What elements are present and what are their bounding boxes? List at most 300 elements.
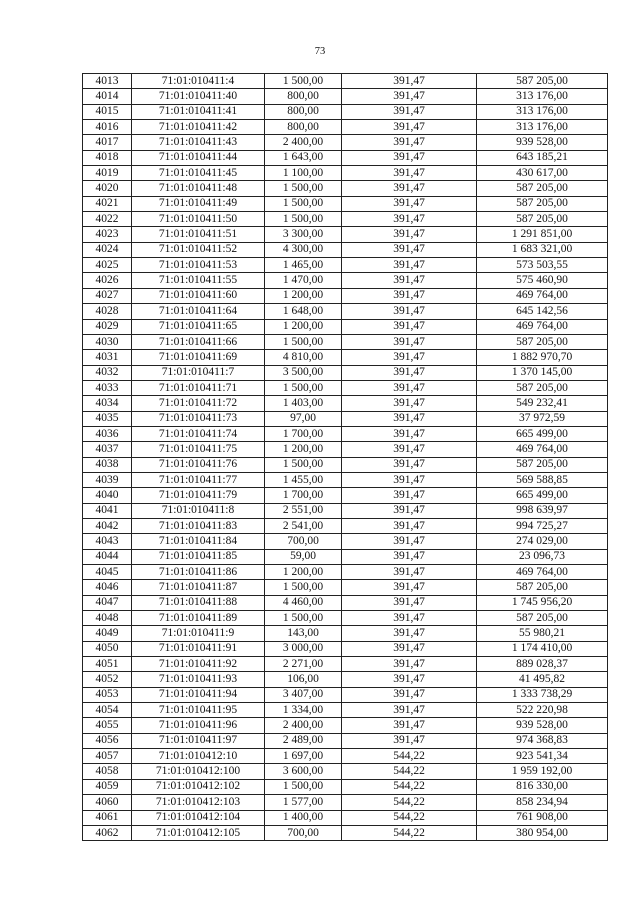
cadastral-value-cell: 761 908,00 xyxy=(477,810,608,825)
specific-value-cell: 391,47 xyxy=(342,472,477,487)
specific-value-cell: 391,47 xyxy=(342,150,477,165)
land-area-cell: 1 200,00 xyxy=(265,565,342,580)
table-row xyxy=(83,350,608,365)
row-number-cell: 4046 xyxy=(83,580,132,595)
row-number-cell: 4033 xyxy=(83,380,132,395)
specific-value-cell: 391,47 xyxy=(342,411,477,426)
cadastral-number-cell: 71:01:010411:87 xyxy=(132,580,265,595)
row-number-cell: 4023 xyxy=(83,227,132,242)
row-number-cell: 4061 xyxy=(83,810,132,825)
land-area-cell: 800,00 xyxy=(265,104,342,119)
specific-value-cell: 391,47 xyxy=(342,166,477,181)
cadastral-value-cell: 55 980,21 xyxy=(477,626,608,641)
row-number-cell: 4055 xyxy=(83,718,132,733)
table-row xyxy=(83,242,608,257)
specific-value-cell: 391,47 xyxy=(342,104,477,119)
row-number-cell: 4059 xyxy=(83,779,132,794)
specific-value-cell: 391,47 xyxy=(342,288,477,303)
table-row xyxy=(83,196,608,211)
cadastral-number-cell: 71:01:010411:69 xyxy=(132,350,265,365)
specific-value-cell: 391,47 xyxy=(342,595,477,610)
specific-value-cell: 391,47 xyxy=(342,641,477,656)
land-area-cell: 1 400,00 xyxy=(265,810,342,825)
table-row xyxy=(83,687,608,702)
specific-value-cell: 391,47 xyxy=(342,718,477,733)
cadastral-number-cell: 71:01:010411:85 xyxy=(132,549,265,564)
specific-value-cell: 391,47 xyxy=(342,242,477,257)
table-row xyxy=(83,518,608,533)
cadastral-value-cell: 587 205,00 xyxy=(477,580,608,595)
land-area-cell: 1 697,00 xyxy=(265,749,342,764)
land-area-cell: 1 648,00 xyxy=(265,304,342,319)
cadastral-value-cell: 1 683 321,00 xyxy=(477,242,608,257)
table-row xyxy=(83,319,608,334)
row-number-cell: 4045 xyxy=(83,565,132,580)
specific-value-cell: 391,47 xyxy=(342,135,477,150)
specific-value-cell: 391,47 xyxy=(342,672,477,687)
row-number-cell: 4053 xyxy=(83,687,132,702)
table-row xyxy=(83,89,608,104)
land-area-cell: 2 271,00 xyxy=(265,657,342,672)
cadastral-value-cell: 575 460,90 xyxy=(477,273,608,288)
land-area-cell: 106,00 xyxy=(265,672,342,687)
table-row xyxy=(83,150,608,165)
specific-value-cell: 391,47 xyxy=(342,365,477,380)
land-area-cell: 1 100,00 xyxy=(265,166,342,181)
cadastral-number-cell: 71:01:010411:64 xyxy=(132,304,265,319)
land-area-cell: 143,00 xyxy=(265,626,342,641)
cadastral-value-cell: 41 495,82 xyxy=(477,672,608,687)
land-area-cell: 2 400,00 xyxy=(265,135,342,150)
cadastral-value-cell: 380 954,00 xyxy=(477,825,608,840)
cadastral-value-cell: 1 959 192,00 xyxy=(477,764,608,779)
land-area-cell: 1 500,00 xyxy=(265,457,342,472)
table-row xyxy=(83,733,608,748)
row-number-cell: 4054 xyxy=(83,703,132,718)
cadastral-value-cell: 549 232,41 xyxy=(477,396,608,411)
row-number-cell: 4056 xyxy=(83,733,132,748)
row-number-cell: 4018 xyxy=(83,150,132,165)
specific-value-cell: 544,22 xyxy=(342,764,477,779)
specific-value-cell: 391,47 xyxy=(342,442,477,457)
cadastral-value-cell: 313 176,00 xyxy=(477,89,608,104)
row-number-cell: 4015 xyxy=(83,104,132,119)
row-number-cell: 4034 xyxy=(83,396,132,411)
cadastral-number-cell: 71:01:010411:42 xyxy=(132,120,265,135)
row-number-cell: 4052 xyxy=(83,672,132,687)
cadastral-value-cell: 587 205,00 xyxy=(477,196,608,211)
land-area-cell: 1 500,00 xyxy=(265,380,342,395)
row-number-cell: 4041 xyxy=(83,503,132,518)
specific-value-cell: 391,47 xyxy=(342,304,477,319)
cadastral-value-cell: 430 617,00 xyxy=(477,166,608,181)
land-area-cell: 1 500,00 xyxy=(265,580,342,595)
table-row xyxy=(83,457,608,472)
cadastral-value-cell: 889 028,37 xyxy=(477,657,608,672)
specific-value-cell: 391,47 xyxy=(342,273,477,288)
cadastral-number-cell: 71:01:010411:41 xyxy=(132,104,265,119)
table-row xyxy=(83,549,608,564)
cadastral-number-cell: 71:01:010411:60 xyxy=(132,288,265,303)
specific-value-cell: 391,47 xyxy=(342,120,477,135)
cadastral-number-cell: 71:01:010412:105 xyxy=(132,825,265,840)
specific-value-cell: 391,47 xyxy=(342,227,477,242)
cadastral-number-cell: 71:01:010412:100 xyxy=(132,764,265,779)
land-area-cell: 1 334,00 xyxy=(265,703,342,718)
cadastral-value-cell: 469 764,00 xyxy=(477,319,608,334)
row-number-cell: 4042 xyxy=(83,518,132,533)
cadastral-number-cell: 71:01:010411:72 xyxy=(132,396,265,411)
specific-value-cell: 391,47 xyxy=(342,534,477,549)
land-area-cell: 1 500,00 xyxy=(265,611,342,626)
row-number-cell: 4032 xyxy=(83,365,132,380)
table-row xyxy=(83,641,608,656)
table-row xyxy=(83,288,608,303)
row-number-cell: 4049 xyxy=(83,626,132,641)
cadastral-number-cell: 71:01:010411:89 xyxy=(132,611,265,626)
cadastral-number-cell: 71:01:010412:103 xyxy=(132,795,265,810)
cadastral-number-cell: 71:01:010411:86 xyxy=(132,565,265,580)
cadastral-number-cell: 71:01:010411:48 xyxy=(132,181,265,196)
table-row xyxy=(83,472,608,487)
specific-value-cell: 391,47 xyxy=(342,212,477,227)
table-row xyxy=(83,565,608,580)
specific-value-cell: 391,47 xyxy=(342,703,477,718)
cadastral-number-cell: 71:01:010411:52 xyxy=(132,242,265,257)
table-row xyxy=(83,488,608,503)
cadastral-number-cell: 71:01:010411:94 xyxy=(132,687,265,702)
cadastral-number-cell: 71:01:010411:73 xyxy=(132,411,265,426)
cadastral-number-cell: 71:01:010411:76 xyxy=(132,457,265,472)
land-area-cell: 1 455,00 xyxy=(265,472,342,487)
specific-value-cell: 544,22 xyxy=(342,825,477,840)
row-number-cell: 4022 xyxy=(83,212,132,227)
cadastral-number-cell: 71:01:010411:92 xyxy=(132,657,265,672)
land-area-cell: 4 810,00 xyxy=(265,350,342,365)
cadastral-value-cell: 645 142,56 xyxy=(477,304,608,319)
specific-value-cell: 544,22 xyxy=(342,749,477,764)
specific-value-cell: 391,47 xyxy=(342,626,477,641)
land-area-cell: 2 489,00 xyxy=(265,733,342,748)
cadastral-number-cell: 71:01:010411:53 xyxy=(132,258,265,273)
row-number-cell: 4038 xyxy=(83,457,132,472)
land-area-cell: 700,00 xyxy=(265,825,342,840)
table-row xyxy=(83,595,608,610)
cadastral-value-cell: 587 205,00 xyxy=(477,74,608,89)
cadastral-value-cell: 23 096,73 xyxy=(477,549,608,564)
cadastral-number-cell: 71:01:010411:74 xyxy=(132,426,265,441)
table-row xyxy=(83,181,608,196)
land-area-cell: 1 500,00 xyxy=(265,779,342,794)
cadastral-number-cell: 71:01:010411:66 xyxy=(132,334,265,349)
page-number: 73 xyxy=(314,46,326,57)
land-area-cell: 1 700,00 xyxy=(265,426,342,441)
table-row xyxy=(83,825,608,840)
row-number-cell: 4021 xyxy=(83,196,132,211)
table-row xyxy=(83,334,608,349)
cadastral-value-cell: 665 499,00 xyxy=(477,488,608,503)
cadastral-value-table xyxy=(82,73,608,841)
cadastral-value-cell: 1 882 970,70 xyxy=(477,350,608,365)
cadastral-number-cell: 71:01:010411:55 xyxy=(132,273,265,288)
cadastral-value-cell: 587 205,00 xyxy=(477,611,608,626)
row-number-cell: 4025 xyxy=(83,258,132,273)
cadastral-number-cell: 71:01:010411:79 xyxy=(132,488,265,503)
specific-value-cell: 391,47 xyxy=(342,457,477,472)
cadastral-value-cell: 1 745 956,20 xyxy=(477,595,608,610)
cadastral-value-cell: 587 205,00 xyxy=(477,380,608,395)
land-area-cell: 1 500,00 xyxy=(265,74,342,89)
row-number-cell: 4020 xyxy=(83,181,132,196)
table-row xyxy=(83,672,608,687)
land-area-cell: 1 500,00 xyxy=(265,181,342,196)
land-area-cell: 1 500,00 xyxy=(265,212,342,227)
table-row xyxy=(83,810,608,825)
table-row xyxy=(83,166,608,181)
table-row xyxy=(83,365,608,380)
row-number-cell: 4019 xyxy=(83,166,132,181)
table-row xyxy=(83,718,608,733)
row-number-cell: 4050 xyxy=(83,641,132,656)
cadastral-number-cell: 71:01:010411:9 xyxy=(132,626,265,641)
cadastral-value-cell: 643 185,21 xyxy=(477,150,608,165)
table-row xyxy=(83,74,608,89)
cadastral-value-cell: 469 764,00 xyxy=(477,288,608,303)
table-row xyxy=(83,380,608,395)
specific-value-cell: 391,47 xyxy=(342,89,477,104)
land-area-cell: 800,00 xyxy=(265,120,342,135)
specific-value-cell: 391,47 xyxy=(342,74,477,89)
table-row xyxy=(83,411,608,426)
cadastral-number-cell: 71:01:010411:97 xyxy=(132,733,265,748)
cadastral-value-cell: 37 972,59 xyxy=(477,411,608,426)
cadastral-value-cell: 522 220,98 xyxy=(477,703,608,718)
specific-value-cell: 391,47 xyxy=(342,657,477,672)
cadastral-number-cell: 71:01:010411:51 xyxy=(132,227,265,242)
land-area-cell: 3 407,00 xyxy=(265,687,342,702)
specific-value-cell: 391,47 xyxy=(342,733,477,748)
land-area-cell: 4 460,00 xyxy=(265,595,342,610)
land-area-cell: 3 600,00 xyxy=(265,764,342,779)
row-number-cell: 4048 xyxy=(83,611,132,626)
cadastral-number-cell: 71:01:010411:84 xyxy=(132,534,265,549)
land-area-cell: 1 500,00 xyxy=(265,196,342,211)
specific-value-cell: 391,47 xyxy=(342,319,477,334)
cadastral-number-cell: 71:01:010412:10 xyxy=(132,749,265,764)
land-area-cell: 2 541,00 xyxy=(265,518,342,533)
table-row xyxy=(83,442,608,457)
row-number-cell: 4024 xyxy=(83,242,132,257)
land-area-cell: 1 465,00 xyxy=(265,258,342,273)
table-row xyxy=(83,795,608,810)
row-number-cell: 4044 xyxy=(83,549,132,564)
row-number-cell: 4060 xyxy=(83,795,132,810)
table-row xyxy=(83,426,608,441)
cadastral-number-cell: 71:01:010411:65 xyxy=(132,319,265,334)
land-area-cell: 3 500,00 xyxy=(265,365,342,380)
specific-value-cell: 391,47 xyxy=(342,549,477,564)
cadastral-value-cell: 858 234,94 xyxy=(477,795,608,810)
row-number-cell: 4014 xyxy=(83,89,132,104)
table-body xyxy=(83,74,608,841)
cadastral-number-cell: 71:01:010411:83 xyxy=(132,518,265,533)
land-area-cell: 1 470,00 xyxy=(265,273,342,288)
land-area-cell: 1 200,00 xyxy=(265,319,342,334)
row-number-cell: 4028 xyxy=(83,304,132,319)
row-number-cell: 4047 xyxy=(83,595,132,610)
land-area-cell: 97,00 xyxy=(265,411,342,426)
table-row xyxy=(83,749,608,764)
specific-value-cell: 391,47 xyxy=(342,687,477,702)
row-number-cell: 4013 xyxy=(83,74,132,89)
table-row xyxy=(83,779,608,794)
row-number-cell: 4039 xyxy=(83,472,132,487)
cadastral-value-cell: 939 528,00 xyxy=(477,718,608,733)
specific-value-cell: 391,47 xyxy=(342,518,477,533)
cadastral-value-cell: 816 330,00 xyxy=(477,779,608,794)
specific-value-cell: 391,47 xyxy=(342,334,477,349)
specific-value-cell: 391,47 xyxy=(342,380,477,395)
land-area-cell: 1 700,00 xyxy=(265,488,342,503)
row-number-cell: 4029 xyxy=(83,319,132,334)
row-number-cell: 4035 xyxy=(83,411,132,426)
cadastral-value-cell: 587 205,00 xyxy=(477,457,608,472)
cadastral-number-cell: 71:01:010411:96 xyxy=(132,718,265,733)
cadastral-value-cell: 469 764,00 xyxy=(477,565,608,580)
cadastral-number-cell: 71:01:010411:40 xyxy=(132,89,265,104)
specific-value-cell: 391,47 xyxy=(342,181,477,196)
land-area-cell: 700,00 xyxy=(265,534,342,549)
cadastral-number-cell: 71:01:010412:104 xyxy=(132,810,265,825)
table-row xyxy=(83,764,608,779)
specific-value-cell: 391,47 xyxy=(342,350,477,365)
specific-value-cell: 391,47 xyxy=(342,565,477,580)
specific-value-cell: 391,47 xyxy=(342,611,477,626)
cadastral-value-cell: 274 029,00 xyxy=(477,534,608,549)
row-number-cell: 4043 xyxy=(83,534,132,549)
land-area-cell: 2 400,00 xyxy=(265,718,342,733)
specific-value-cell: 391,47 xyxy=(342,488,477,503)
cadastral-value-cell: 923 541,34 xyxy=(477,749,608,764)
land-area-cell: 2 551,00 xyxy=(265,503,342,518)
cadastral-value-cell: 665 499,00 xyxy=(477,426,608,441)
specific-value-cell: 391,47 xyxy=(342,396,477,411)
cadastral-number-cell: 71:01:010411:50 xyxy=(132,212,265,227)
specific-value-cell: 391,47 xyxy=(342,196,477,211)
table-row xyxy=(83,534,608,549)
cadastral-value-cell: 587 205,00 xyxy=(477,181,608,196)
row-number-cell: 4037 xyxy=(83,442,132,457)
cadastral-value-cell: 313 176,00 xyxy=(477,104,608,119)
table-row xyxy=(83,657,608,672)
specific-value-cell: 544,22 xyxy=(342,779,477,794)
cadastral-number-cell: 71:01:010411:45 xyxy=(132,166,265,181)
cadastral-number-cell: 71:01:010411:75 xyxy=(132,442,265,457)
specific-value-cell: 391,47 xyxy=(342,258,477,273)
cadastral-value-cell: 939 528,00 xyxy=(477,135,608,150)
row-number-cell: 4030 xyxy=(83,334,132,349)
table-row xyxy=(83,304,608,319)
cadastral-number-cell: 71:01:010411:71 xyxy=(132,380,265,395)
cadastral-number-cell: 71:01:010411:8 xyxy=(132,503,265,518)
land-area-cell: 59,00 xyxy=(265,549,342,564)
table-row xyxy=(83,273,608,288)
cadastral-value-cell: 974 368,83 xyxy=(477,733,608,748)
cadastral-value-cell: 587 205,00 xyxy=(477,334,608,349)
row-number-cell: 4031 xyxy=(83,350,132,365)
specific-value-cell: 391,47 xyxy=(342,426,477,441)
land-area-cell: 1 643,00 xyxy=(265,150,342,165)
cadastral-number-cell: 71:01:010411:44 xyxy=(132,150,265,165)
table-row xyxy=(83,258,608,273)
table-row xyxy=(83,227,608,242)
cadastral-number-cell: 71:01:010411:93 xyxy=(132,672,265,687)
cadastral-number-cell: 71:01:010411:77 xyxy=(132,472,265,487)
land-area-cell: 3 000,00 xyxy=(265,641,342,656)
cadastral-number-cell: 71:01:010411:43 xyxy=(132,135,265,150)
cadastral-value-cell: 469 764,00 xyxy=(477,442,608,457)
row-number-cell: 4040 xyxy=(83,488,132,503)
cadastral-value-cell: 313 176,00 xyxy=(477,120,608,135)
land-area-cell: 1 500,00 xyxy=(265,334,342,349)
land-area-cell: 3 300,00 xyxy=(265,227,342,242)
table-row xyxy=(83,503,608,518)
table-row xyxy=(83,135,608,150)
cadastral-value-cell: 587 205,00 xyxy=(477,212,608,227)
table-row xyxy=(83,396,608,411)
land-area-cell: 800,00 xyxy=(265,89,342,104)
cadastral-number-cell: 71:01:010411:4 xyxy=(132,74,265,89)
cadastral-value-cell: 1 174 410,00 xyxy=(477,641,608,656)
land-area-cell: 1 200,00 xyxy=(265,288,342,303)
row-number-cell: 4027 xyxy=(83,288,132,303)
row-number-cell: 4058 xyxy=(83,764,132,779)
specific-value-cell: 391,47 xyxy=(342,580,477,595)
table-row xyxy=(83,212,608,227)
row-number-cell: 4051 xyxy=(83,657,132,672)
cadastral-value-cell: 1 333 738,29 xyxy=(477,687,608,702)
row-number-cell: 4062 xyxy=(83,825,132,840)
table-row xyxy=(83,626,608,641)
row-number-cell: 4036 xyxy=(83,426,132,441)
land-area-cell: 1 403,00 xyxy=(265,396,342,411)
specific-value-cell: 544,22 xyxy=(342,810,477,825)
cadastral-number-cell: 71:01:010411:7 xyxy=(132,365,265,380)
cadastral-number-cell: 71:01:010411:95 xyxy=(132,703,265,718)
cadastral-value-cell: 573 503,55 xyxy=(477,258,608,273)
row-number-cell: 4017 xyxy=(83,135,132,150)
cadastral-number-cell: 71:01:010411:49 xyxy=(132,196,265,211)
table-row xyxy=(83,104,608,119)
table-row xyxy=(83,703,608,718)
table-row xyxy=(83,611,608,626)
cadastral-value-cell: 569 588,85 xyxy=(477,472,608,487)
cadastral-value-cell: 1 291 851,00 xyxy=(477,227,608,242)
cadastral-value-cell: 998 639,97 xyxy=(477,503,608,518)
cadastral-number-cell: 71:01:010411:91 xyxy=(132,641,265,656)
land-area-cell: 1 577,00 xyxy=(265,795,342,810)
table-row xyxy=(83,580,608,595)
cadastral-value-cell: 994 725,27 xyxy=(477,518,608,533)
row-number-cell: 4057 xyxy=(83,749,132,764)
specific-value-cell: 391,47 xyxy=(342,503,477,518)
land-area-cell: 1 200,00 xyxy=(265,442,342,457)
cadastral-number-cell: 71:01:010412:102 xyxy=(132,779,265,794)
specific-value-cell: 544,22 xyxy=(342,795,477,810)
land-area-cell: 4 300,00 xyxy=(265,242,342,257)
cadastral-number-cell: 71:01:010411:88 xyxy=(132,595,265,610)
cadastral-value-cell: 1 370 145,00 xyxy=(477,365,608,380)
